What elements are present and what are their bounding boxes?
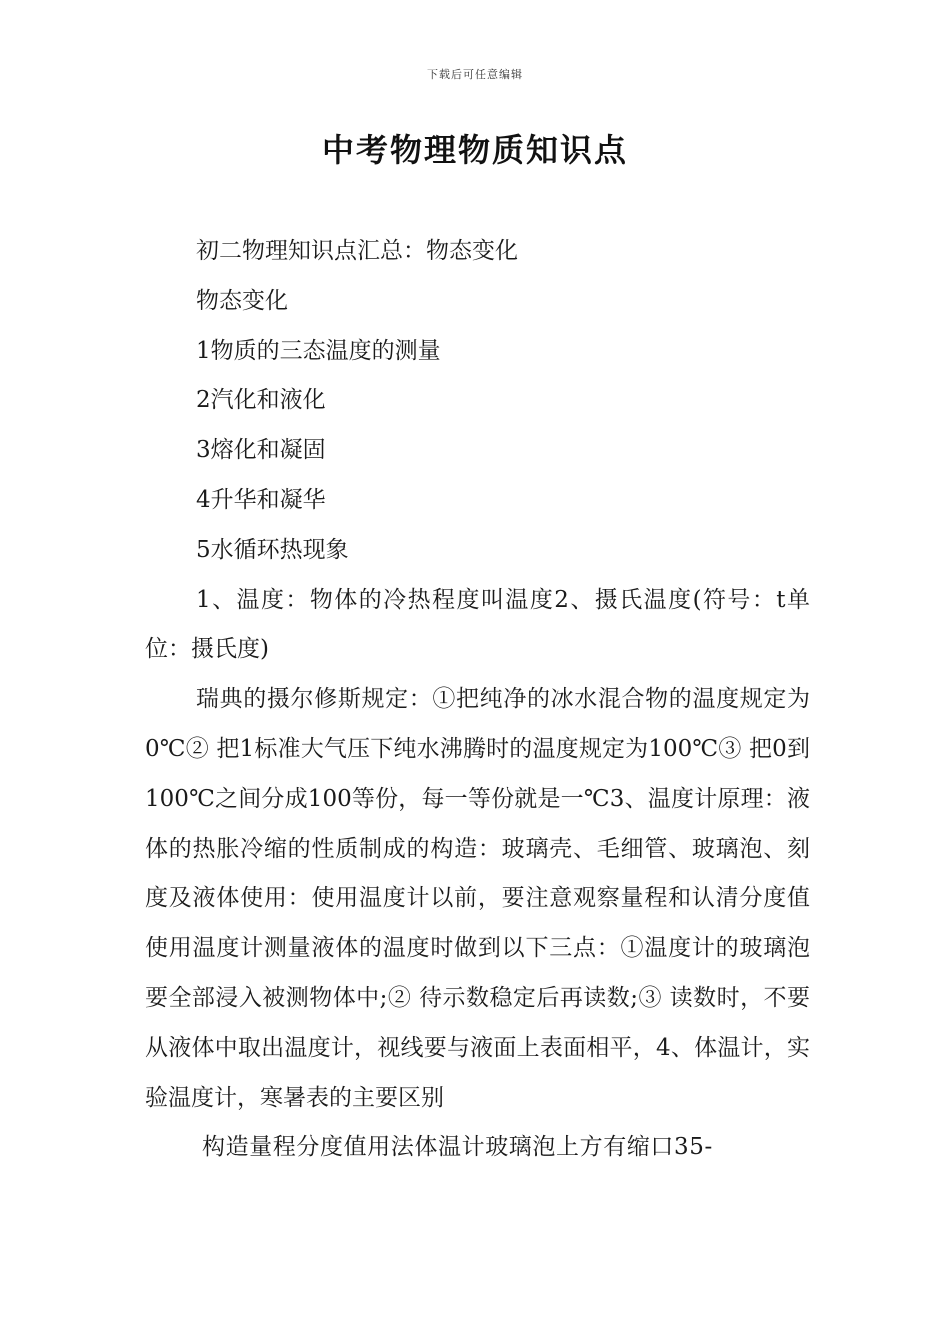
- paragraph: 构造量程分度值用法体温计玻璃泡上方有缩口35-: [202, 1134, 713, 1161]
- document-body: [145, 227, 810, 1173]
- list-item: 4升华和凝华: [196, 486, 326, 513]
- list-item: 1物质的三态温度的测量: [196, 337, 441, 364]
- list-item: 3熔化和凝固: [196, 437, 326, 464]
- paragraph: 瑞典的摄尔修斯规定：①把纯净的冰水混合物的温度规定为0℃② 把1标准大气压下纯水沸腾时的温度规定为100℃③ 把0到100℃之间分成100等份，每一等份就是一℃3、温度计原理：液体的热胀冷缩的性质制成的构造：玻璃壳、毛细管、玻璃泡、刻度及液体使用：使用温度计以前，要注意观察量程和认清分度值使用温度计测量液体的温度时做到以下三点：①温度计的玻璃泡要全部浸入被测物体中;② 待示数稳定后再读数;③ 读数时，不要从液体中取出温度计，视线要与液面上表面相平，4、体温计，实验温度计，寒暑表的主要区别: [145, 686, 810, 1111]
- subheading: 物态变化: [196, 287, 288, 314]
- section-heading: 初二物理知识点汇总：物态变化: [196, 238, 518, 264]
- list-item: 2汽化和液化: [196, 387, 326, 414]
- paragraph: 1、温度：物体的冷热程度叫温度2、摄氏温度(符号：t单位：摄氏度): [145, 586, 810, 663]
- document-title: 中考物理物质知识点: [321, 131, 628, 169]
- header-note: 下载后可任意编辑: [427, 68, 523, 81]
- list-item: 5水循环热现象: [196, 536, 349, 563]
